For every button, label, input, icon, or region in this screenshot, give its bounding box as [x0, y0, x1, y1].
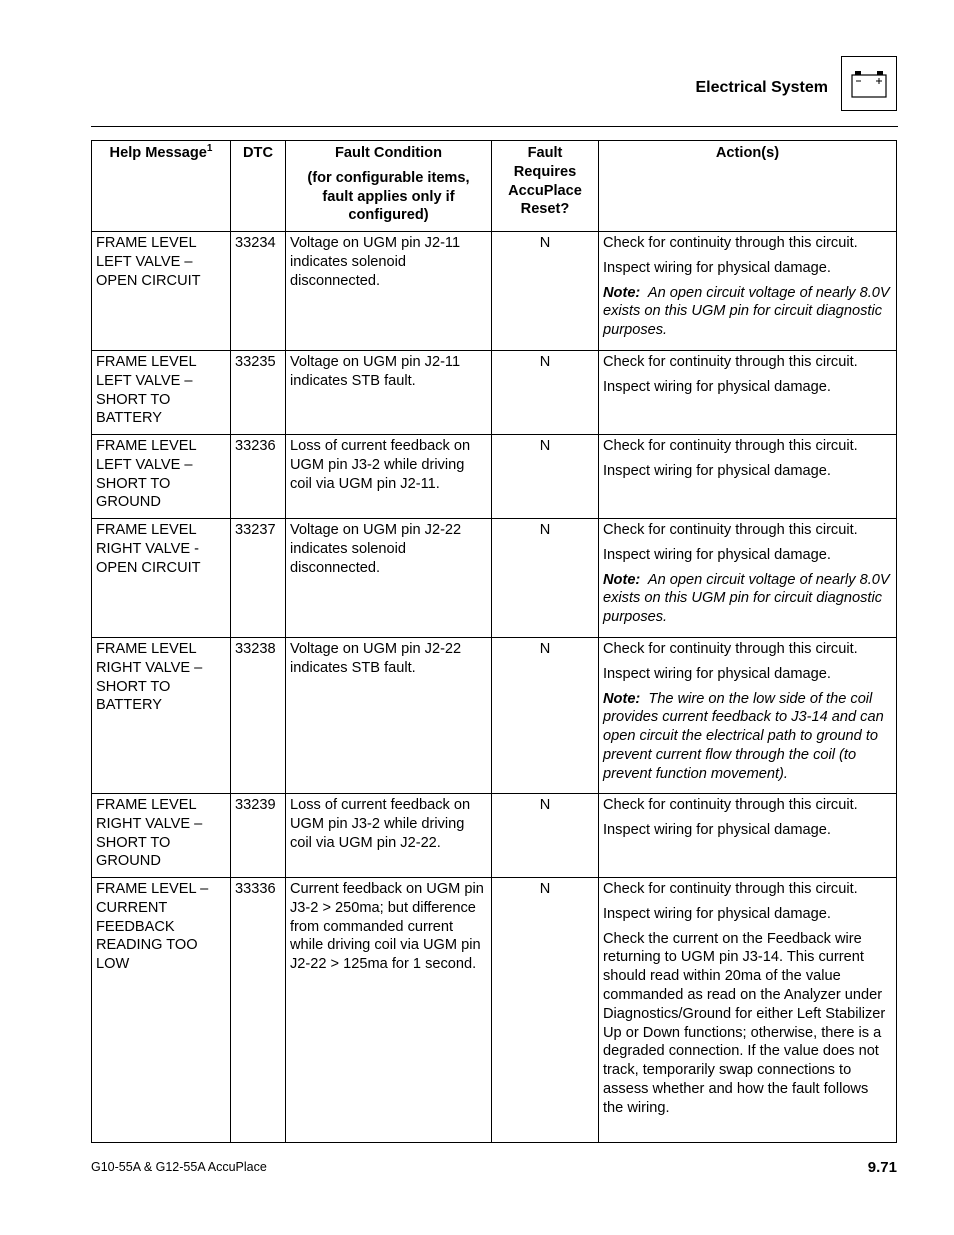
- header-reset: Fault Requires AccuPlace Reset?: [492, 141, 599, 232]
- reset-cell: N: [492, 351, 599, 435]
- dtc-cell: 33336: [231, 878, 286, 1143]
- help-message-cell: FRAME LEVEL – CURRENT FEEDBACK READING TOO LOW: [92, 878, 231, 1143]
- help-message-cell: FRAME LEVEL LEFT VALVE – SHORT TO BATTERY: [92, 351, 231, 435]
- note-label: Note:: [603, 690, 641, 707]
- actions-cell: [599, 232, 897, 351]
- action-item: Inspect wiring for physical damage.: [603, 665, 831, 682]
- table-header-row: [92, 141, 897, 232]
- header-help-message-label: Help Message: [109, 145, 207, 161]
- fault-condition-cell: Loss of current feedback on UGM pin J3-2 while driving coil via UGM pin J2-22.: [286, 794, 492, 878]
- table-row: [92, 435, 897, 519]
- table-row: [92, 794, 897, 878]
- action-item: Check for continuity through this circuit.: [603, 354, 858, 370]
- fault-condition-cell: Loss of current feedback on UGM pin J3-2 while driving coil via UGM pin J2-11.: [286, 435, 492, 519]
- action-item: Inspect wiring for physical damage.: [603, 259, 831, 276]
- battery-icon: [841, 56, 897, 111]
- action-item: Check for continuity through this circuit.: [603, 881, 858, 897]
- note-text: An open circuit voltage of nearly 8.0V exists on this UGM pin for circuit diagnostic purposes.: [603, 284, 890, 339]
- section-title: Electrical System: [695, 79, 828, 96]
- dtc-cell: 33235: [231, 351, 286, 435]
- action-item: Check the current on the Feedback wire returning to UGM pin J3-14. This current should read within 20ma of the value commanded as read on the Analyzer under Diagnostics/Ground for either Left Stabilizer Up or Down functions; otherwise, there is a degraded connection. If the value does not track, temporarily swap connections to assess whether and how the fault follows the wiring.: [603, 930, 886, 1116]
- header-fault-condition-label: Fault Condition: [335, 145, 442, 161]
- footer-model-text: G10-55A & G12-55A AccuPlace: [91, 1160, 267, 1174]
- footnote-marker: 1: [206, 143, 213, 155]
- fault-condition-cell: Current feedback on UGM pin J3-2 > 250ma; but difference from commanded current while driving coil via UGM pin J2-22 > 125ma for 1 second.: [286, 878, 492, 1143]
- reset-cell: N: [492, 519, 599, 638]
- dtc-cell: 33236: [231, 435, 286, 519]
- note-text: The wire on the low side of the coil provides current feedback to J3-14 and can open circuit the electrical path to ground to prevent current flow through the coil (to prevent function movement).: [603, 690, 884, 782]
- fault-condition-cell: Voltage on UGM pin J2-11 indicates STB fault.: [286, 351, 492, 435]
- note-label: Note:: [603, 284, 641, 301]
- action-note: [603, 690, 892, 784]
- reset-cell: N: [492, 794, 599, 878]
- table-row: [92, 638, 897, 794]
- actions-cell: [599, 878, 897, 1143]
- table-row: [92, 878, 897, 1143]
- dtc-cell: 33234: [231, 232, 286, 351]
- reset-cell: N: [492, 878, 599, 1143]
- header-actions: Action(s): [599, 141, 897, 232]
- help-message-cell: FRAME LEVEL RIGHT VALVE – SHORT TO GROUND: [92, 794, 231, 878]
- fault-condition-cell: Voltage on UGM pin J2-22 indicates STB fault.: [286, 638, 492, 794]
- dtc-table: [91, 140, 897, 1143]
- action-item: Check for continuity through this circuit.: [603, 641, 858, 657]
- actions-cell: [599, 351, 897, 435]
- actions-cell: [599, 519, 897, 638]
- action-item: Inspect wiring for physical damage.: [603, 378, 831, 395]
- action-item: Check for continuity through this circuit.: [603, 522, 858, 538]
- header-divider: [91, 126, 898, 127]
- dtc-cell: 33238: [231, 638, 286, 794]
- header-help-message: [92, 141, 231, 232]
- actions-cell: [599, 435, 897, 519]
- dtc-cell: 33237: [231, 519, 286, 638]
- dtc-cell: 33239: [231, 794, 286, 878]
- action-item: Check for continuity through this circuit.: [603, 438, 858, 454]
- note-text: An open circuit voltage of nearly 8.0V exists on this UGM pin for circuit diagnostic purposes.: [603, 571, 890, 626]
- action-item: Inspect wiring for physical damage.: [603, 546, 831, 563]
- reset-cell: N: [492, 435, 599, 519]
- table-row: [92, 351, 897, 435]
- action-note: [603, 571, 892, 627]
- page-number: 9.71: [867, 1159, 897, 1176]
- note-label: Note:: [603, 571, 641, 588]
- action-note: [603, 284, 892, 340]
- table-row: [92, 519, 897, 638]
- fault-condition-cell: Voltage on UGM pin J2-11 indicates solenoid disconnected.: [286, 232, 492, 351]
- table-row: [92, 232, 897, 351]
- help-message-cell: FRAME LEVEL LEFT VALVE – OPEN CIRCUIT: [92, 232, 231, 351]
- header-fault-condition-sub: (for configurable items, fault applies only if configured): [307, 169, 470, 224]
- action-item: Inspect wiring for physical damage.: [603, 462, 831, 479]
- action-item: Inspect wiring for physical damage.: [603, 905, 831, 922]
- reset-cell: N: [492, 232, 599, 351]
- header-fault-condition: [286, 141, 492, 232]
- fault-condition-cell: Voltage on UGM pin J2-22 indicates solenoid disconnected.: [286, 519, 492, 638]
- help-message-cell: FRAME LEVEL RIGHT VALVE - OPEN CIRCUIT: [92, 519, 231, 638]
- action-item: Check for continuity through this circuit.: [603, 797, 858, 813]
- actions-cell: [599, 794, 897, 878]
- reset-cell: N: [492, 638, 599, 794]
- header-dtc: DTC: [231, 141, 286, 232]
- help-message-cell: FRAME LEVEL LEFT VALVE – SHORT TO GROUND: [92, 435, 231, 519]
- action-item: Check for continuity through this circuit.: [603, 235, 858, 251]
- actions-cell: [599, 638, 897, 794]
- action-item: Inspect wiring for physical damage.: [603, 821, 831, 838]
- help-message-cell: FRAME LEVEL RIGHT VALVE – SHORT TO BATTERY: [92, 638, 231, 794]
